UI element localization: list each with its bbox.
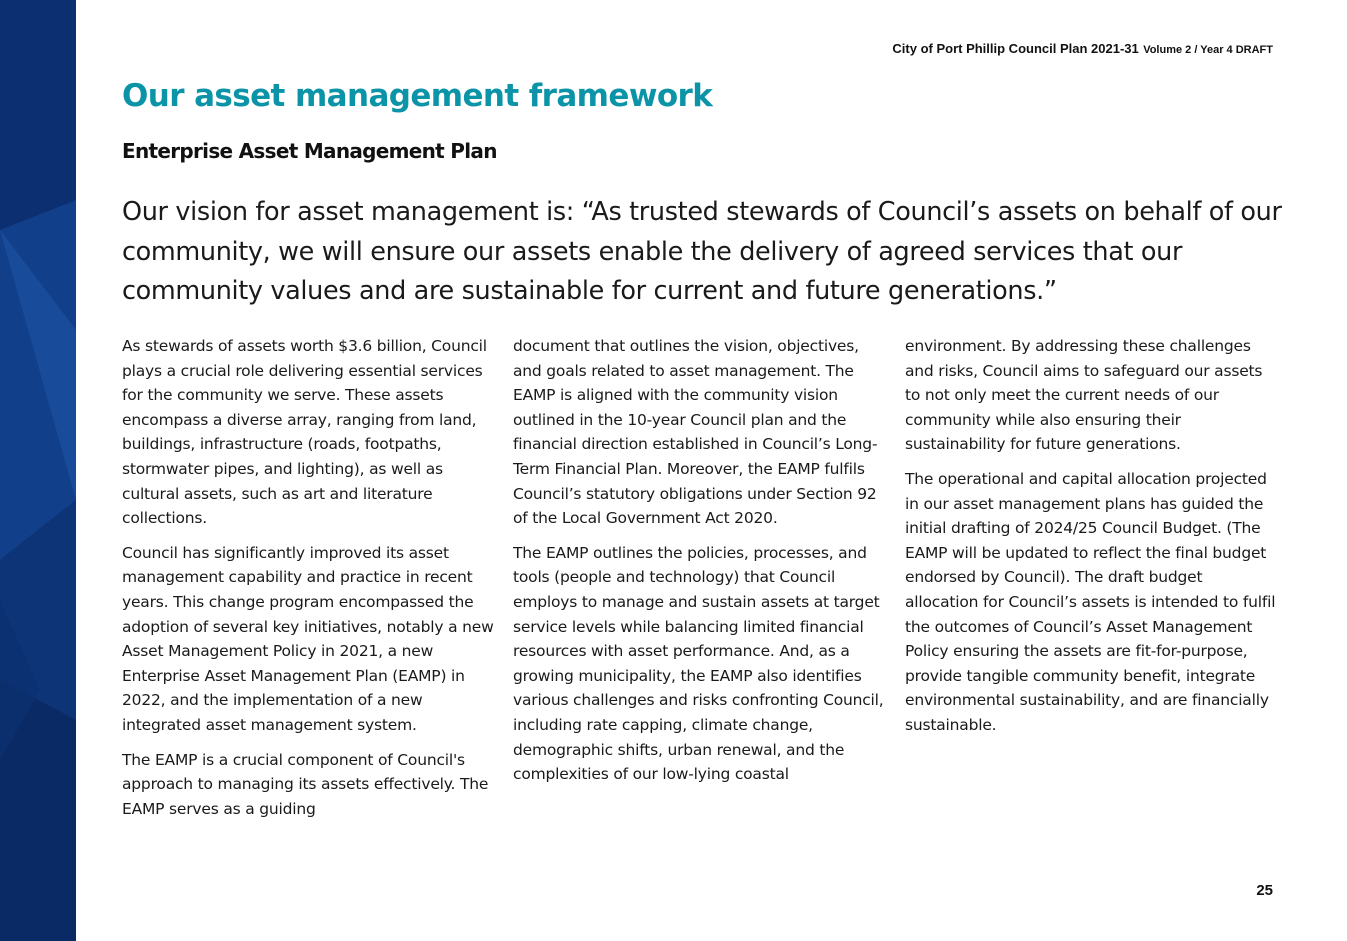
- document-header-subtitle: Volume 2 / Year 4 DRAFT: [1143, 44, 1273, 56]
- text-column-3: [905, 334, 1277, 748]
- side-band-graphic: [0, 0, 76, 941]
- text-column-1: [122, 334, 494, 831]
- document-header-title: City of Port Phillip Council Plan 2021-31: [892, 41, 1139, 56]
- page-number: 25: [1256, 882, 1273, 899]
- decorative-side-band: [0, 0, 76, 941]
- body-paragraph: document that outlines the vision, objectives, and goals related to asset management. The EAMP is aligned with the community vision outlined in the 10-year Council plan and the financial direction established in Council’s Long-Term Financial Plan. Moreover, the EAMP fulfils Council’s statutory obligations under Section 92 of the Local Government Act 2020.: [513, 337, 878, 528]
- body-paragraph: The EAMP outlines the policies, processes, and tools (people and technology) that Council employs to manage and sustain assets at target service levels while balancing limited financial resources with asset performance. And, as a growing municipality, the EAMP also identifies various challenges and risks confronting Council, including rate capping, climate change, demographic shifts, urban renewal, and the complexities of our low-lying coastal: [513, 543, 884, 784]
- body-paragraph: The operational and capital allocation projected in our asset management plans has guided the initial drafting of 2024/25 Council Budget. (The EAMP will be updated to reflect the final budget endorsed by Council). The draft budget allocation for Council’s assets is intended to fulfil the outcomes of Council’s Asset Management Policy ensuring the assets are fit-for-purpose, provide tangible community benefit, integrate environmental sustainability, and are financially sustainable.: [905, 469, 1276, 734]
- vision-statement: Our vision for asset management is: “As trusted stewards of Council’s assets on behalf of our community, we will ensure our assets enable the delivery of agreed services that our community values and are sustainable for current and future generations.”: [122, 197, 1282, 306]
- section-subtitle: Enterprise Asset Management Plan: [122, 139, 497, 163]
- body-paragraph: environment. By addressing these challenges and risks, Council aims to safeguard our assets to not only meet the current needs of our community while also ensuring their sustainability for future generations.: [905, 337, 1263, 454]
- body-paragraph: As stewards of assets worth $3.6 billion, Council plays a crucial role delivering essential services for the community we serve. These assets encompass a diverse array, ranging from land, buildings, infrastructure (roads, footpaths, stormwater pipes, and lighting), as well as cultural assets, such as art and literature collections.: [122, 337, 487, 528]
- page-title: Our asset management framework: [122, 78, 713, 114]
- document-header: [892, 40, 1273, 58]
- text-column-2: [513, 334, 885, 797]
- body-paragraph: The EAMP is a crucial component of Council's approach to managing its assets effectively. The EAMP serves as a guiding: [122, 750, 489, 818]
- body-paragraph: Council has significantly improved its asset management capability and practice in recent years. This change program encompassed the adoption of several key initiatives, notably a new Asset Management Policy in 2021, a new Enterprise Asset Management Plan (EAMP) in 2022, and the implementation of a new integrated asset management system.: [122, 543, 494, 734]
